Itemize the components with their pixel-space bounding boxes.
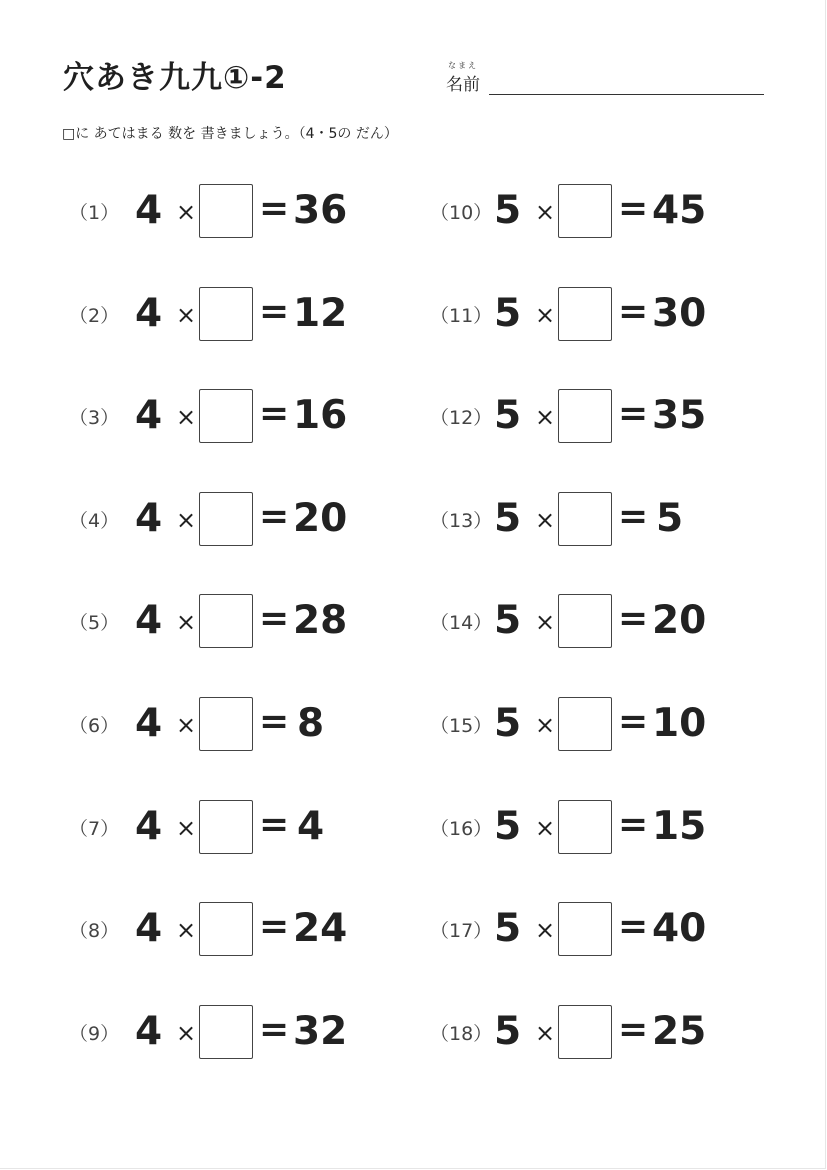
multiplicand: 4 — [135, 188, 163, 233]
product-value: 16 — [293, 393, 348, 438]
answer-box[interactable] — [199, 389, 253, 443]
times-sign: × — [176, 711, 197, 739]
equals-sign: = — [618, 496, 649, 537]
product-value: 35 — [652, 393, 707, 438]
answer-box[interactable] — [199, 1005, 253, 1059]
problem-number: （16） — [430, 818, 493, 840]
answer-box[interactable] — [558, 1005, 612, 1059]
times-sign: × — [535, 198, 556, 226]
equals-sign: = — [259, 393, 290, 434]
answer-box[interactable] — [199, 287, 253, 341]
times-sign: × — [535, 814, 556, 842]
problem-number: （9） — [69, 1023, 120, 1045]
multiplicand: 5 — [494, 804, 522, 849]
equals-sign: = — [618, 393, 649, 434]
answer-box[interactable] — [558, 184, 612, 238]
answer-box[interactable] — [199, 492, 253, 546]
problem-number: （13） — [430, 510, 493, 532]
answer-box[interactable] — [558, 697, 612, 751]
answer-box[interactable] — [558, 389, 612, 443]
product-value: 12 — [293, 291, 348, 336]
multiplicand: 4 — [135, 598, 163, 643]
times-sign: × — [535, 301, 556, 329]
problem-item — [430, 1005, 764, 1059]
product-value: 10 — [652, 701, 707, 746]
multiplicand: 5 — [494, 291, 522, 336]
multiplicand: 4 — [135, 291, 163, 336]
times-sign: × — [535, 916, 556, 944]
equals-sign: = — [618, 188, 649, 229]
answer-box[interactable] — [558, 902, 612, 956]
problem-item — [430, 594, 764, 648]
equals-sign: = — [618, 1009, 649, 1050]
product-value: 4 — [297, 804, 325, 849]
equals-sign: = — [259, 804, 290, 845]
multiplicand: 5 — [494, 1009, 522, 1054]
equals-sign: = — [259, 598, 290, 639]
multiplicand: 4 — [135, 1009, 163, 1054]
problem-item — [430, 287, 764, 341]
problem-number: （14） — [430, 612, 493, 634]
equals-sign: = — [259, 1009, 290, 1050]
times-sign: × — [535, 1019, 556, 1047]
product-value: 32 — [293, 1009, 348, 1054]
problem-number: （4） — [69, 510, 120, 532]
equals-sign: = — [259, 906, 290, 947]
problem-item — [69, 800, 405, 854]
problem-item — [430, 800, 764, 854]
problem-item — [69, 902, 405, 956]
answer-box[interactable] — [199, 184, 253, 238]
product-value: 5 — [656, 496, 684, 541]
answer-box[interactable] — [558, 594, 612, 648]
times-sign: × — [535, 608, 556, 636]
problem-number: （1） — [69, 202, 120, 224]
product-value: 40 — [652, 906, 707, 951]
problem-item — [69, 492, 405, 546]
multiplicand: 5 — [494, 598, 522, 643]
equals-sign: = — [259, 188, 290, 229]
times-sign: × — [535, 403, 556, 431]
problem-item — [69, 389, 405, 443]
product-value: 20 — [293, 496, 348, 541]
answer-box[interactable] — [558, 800, 612, 854]
problem-item — [430, 697, 764, 751]
equals-sign: = — [618, 291, 649, 332]
problem-number: （17） — [430, 920, 493, 942]
equals-sign: = — [259, 496, 290, 537]
multiplicand: 5 — [494, 496, 522, 541]
times-sign: × — [176, 198, 197, 226]
multiplicand: 5 — [494, 906, 522, 951]
problem-number: （11） — [430, 305, 493, 327]
problem-number: （10） — [430, 202, 493, 224]
equals-sign: = — [618, 598, 649, 639]
product-value: 45 — [652, 188, 707, 233]
multiplicand: 4 — [135, 906, 163, 951]
problem-item — [430, 902, 764, 956]
multiplicand: 5 — [494, 701, 522, 746]
multiplicand: 4 — [135, 804, 163, 849]
problem-item — [69, 184, 405, 238]
name-area — [444, 58, 766, 98]
answer-box[interactable] — [199, 594, 253, 648]
name-input-line[interactable] — [489, 94, 764, 95]
equals-sign: = — [618, 804, 649, 845]
equals-sign: = — [618, 906, 649, 947]
problem-number: （2） — [69, 305, 120, 327]
product-value: 36 — [293, 188, 348, 233]
problem-item — [69, 697, 405, 751]
multiplicand: 4 — [135, 701, 163, 746]
problem-item — [69, 287, 405, 341]
problem-number: （8） — [69, 920, 120, 942]
answer-box[interactable] — [199, 697, 253, 751]
problem-item — [69, 594, 405, 648]
product-value: 30 — [652, 291, 707, 336]
product-value: 25 — [652, 1009, 707, 1054]
times-sign: × — [535, 711, 556, 739]
times-sign: × — [176, 814, 197, 842]
problem-item — [69, 1005, 405, 1059]
problem-number: （7） — [69, 818, 120, 840]
multiplicand: 5 — [494, 188, 522, 233]
problem-number: （3） — [69, 407, 120, 429]
problem-item — [430, 184, 764, 238]
problem-number: （18） — [430, 1023, 493, 1045]
multiplicand: 5 — [494, 393, 522, 438]
instruction-text: □に あてはまる 数を 書きましょう。（4・5の だん） — [62, 126, 398, 142]
problem-item — [430, 492, 764, 546]
times-sign: × — [176, 506, 197, 534]
multiplicand: 4 — [135, 496, 163, 541]
problem-number: （15） — [430, 715, 493, 737]
answer-box[interactable] — [558, 492, 612, 546]
product-value: 20 — [652, 598, 707, 643]
product-value: 24 — [293, 906, 348, 951]
times-sign: × — [176, 916, 197, 944]
worksheet-title: 穴あき九九①-2 — [63, 60, 287, 96]
times-sign: × — [176, 403, 197, 431]
answer-box[interactable] — [199, 902, 253, 956]
problem-number: （12） — [430, 407, 493, 429]
product-value: 8 — [297, 701, 325, 746]
equals-sign: = — [618, 701, 649, 742]
equals-sign: = — [259, 701, 290, 742]
answer-box[interactable] — [558, 287, 612, 341]
answer-box[interactable] — [199, 800, 253, 854]
multiplicand: 4 — [135, 393, 163, 438]
name-ruby: なまえ — [448, 61, 478, 70]
times-sign: × — [535, 506, 556, 534]
product-value: 28 — [293, 598, 348, 643]
equals-sign: = — [259, 291, 290, 332]
name-label: 名前 — [446, 75, 480, 95]
problem-number: （5） — [69, 612, 120, 634]
problem-item — [430, 389, 764, 443]
times-sign: × — [176, 1019, 197, 1047]
times-sign: × — [176, 608, 197, 636]
problem-number: （6） — [69, 715, 120, 737]
times-sign: × — [176, 301, 197, 329]
product-value: 15 — [652, 804, 707, 849]
